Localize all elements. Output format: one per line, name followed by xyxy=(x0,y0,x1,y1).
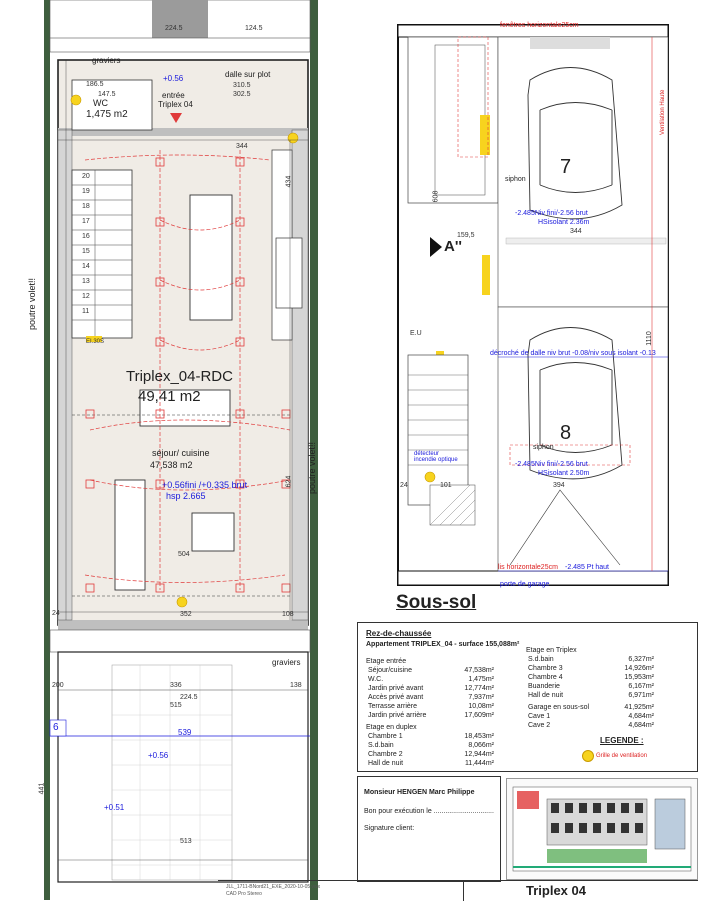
dim-24: 24 xyxy=(52,610,60,617)
parking-7: 7 xyxy=(560,156,572,178)
file-ref: JLL_1711-BNord21_EXE_2020-10-05.vwx xyxy=(226,884,321,890)
entry-level: +0.56 xyxy=(163,74,184,83)
parking-8: 8 xyxy=(560,422,572,444)
garage-door-label: porte de garage xyxy=(500,581,550,588)
terrace-dim-441: 441 xyxy=(38,782,46,795)
table-row xyxy=(366,750,496,759)
table-row xyxy=(366,732,496,741)
detector-label: détecteur incendie optique xyxy=(414,451,458,463)
cell: 12,774m² xyxy=(464,685,494,692)
terrace-level-2: +0.51 xyxy=(104,803,125,812)
wc-area: 1,475 m2 xyxy=(86,109,128,120)
section-label: A'' xyxy=(444,238,462,255)
table-row xyxy=(526,721,656,730)
basement-plan xyxy=(390,15,680,595)
gravel-top-label: graviers xyxy=(92,56,121,65)
terrace-dim-336: 336 xyxy=(170,682,182,689)
table-row xyxy=(526,691,656,700)
gravel-bottom-label: graviers xyxy=(272,658,301,667)
table-row xyxy=(526,655,656,664)
area-summary-box xyxy=(357,622,698,772)
living-area: 47,538 m2 xyxy=(150,460,193,470)
cell: 41,925m² xyxy=(624,704,654,711)
dim-108: 108 xyxy=(282,611,294,618)
cell: 47,538m² xyxy=(464,667,494,674)
basement-dim-101: 101 xyxy=(440,482,452,489)
basement-dim-608: 608 xyxy=(432,190,440,203)
terrace-dim-200: 200 xyxy=(52,682,64,689)
living-label: séjour/ cuisine xyxy=(152,448,210,458)
entry-head: Etage entrée xyxy=(366,658,407,665)
table-row xyxy=(366,702,496,711)
table-row xyxy=(526,673,656,682)
cell: Chambre 4 xyxy=(528,674,563,681)
terrace-dim-539: 539 xyxy=(178,728,192,737)
dim-624: 624 xyxy=(285,475,293,488)
wc-label: WC xyxy=(93,98,108,108)
level-bottom: -2.485Niv fini/-2.56 brut xyxy=(515,461,588,468)
cell: Hall de nuit xyxy=(528,692,564,699)
stair-18: 18 xyxy=(82,203,90,210)
table-row xyxy=(366,711,496,720)
stair-20: 20 xyxy=(82,173,90,180)
dim-147: 147.5 xyxy=(98,91,116,98)
table-row xyxy=(526,664,656,673)
duplex-head: Etage en duplex xyxy=(366,724,417,731)
table-row xyxy=(366,741,496,750)
cell: S.d.bain xyxy=(368,742,394,749)
cell: 1,475m² xyxy=(468,676,494,683)
terrace-level-1: +0.56 xyxy=(148,751,169,760)
top-dim-1: 224.5 xyxy=(165,25,183,32)
cell: 4,684m² xyxy=(628,722,654,729)
cell: 6,971m² xyxy=(628,692,654,699)
triplex-table xyxy=(526,655,656,700)
siphon-1: siphon xyxy=(505,176,526,183)
cell: Chambre 1 xyxy=(368,733,403,740)
cell: Buanderie xyxy=(528,683,560,690)
terrace-dim-138: 138 xyxy=(290,682,302,689)
level-label: +0.56fini /+0.335 brut xyxy=(162,480,248,490)
kitchen-island xyxy=(190,195,232,320)
signature-box xyxy=(357,776,501,882)
ground-floor-plan xyxy=(0,0,350,900)
footer-bar xyxy=(218,880,698,901)
basement-lid-top: fenêtres horizontale25cm xyxy=(500,22,579,29)
cell: 7,937m² xyxy=(468,694,494,701)
approval-line: Bon pour exécution le ............................... xyxy=(364,808,494,815)
insulation-bottom: HSisolant 2.50m xyxy=(538,470,590,477)
dim-302: 302.5 xyxy=(233,91,251,98)
cell: 10,08m² xyxy=(468,703,494,710)
legend-title: LEGENDE : xyxy=(600,736,644,745)
stair-11: 11 xyxy=(82,308,90,315)
file-sub: CAD Pro Stereo xyxy=(226,891,262,897)
cell: 4,684m² xyxy=(628,713,654,720)
vent-high: Ventilation Haute xyxy=(660,89,666,135)
cell: Hall de nuit xyxy=(368,760,404,767)
slab-label: dalle sur plot xyxy=(225,70,271,79)
cell: Jardin privé arrière xyxy=(368,712,427,719)
basement-dim-159: 159,5 xyxy=(457,232,475,239)
shutter-right: poutre volet!! xyxy=(307,441,317,494)
basement-title: Sous-sol xyxy=(396,592,477,613)
site-plan-image xyxy=(507,779,697,879)
client-name: Monsieur HENGEN Marc Philippe xyxy=(364,789,475,796)
sofa xyxy=(115,480,145,590)
project-title: Triplex 04 xyxy=(526,883,586,898)
cell: 6,167m² xyxy=(628,683,654,690)
cell: 6,327m² xyxy=(628,656,654,663)
stair-12: 12 xyxy=(82,293,90,300)
siphon-2: siphon xyxy=(533,444,554,451)
grid-marker: 6 xyxy=(53,722,59,733)
cell: 11,444m² xyxy=(464,760,494,767)
wc-room xyxy=(72,80,152,130)
table-row xyxy=(526,712,656,721)
vent-column xyxy=(482,255,490,295)
duplex-table xyxy=(366,732,496,768)
vent-marker xyxy=(177,597,187,607)
vent-column xyxy=(480,115,490,155)
hsp-label: hsp 2.665 xyxy=(166,491,206,501)
table-row xyxy=(366,675,496,684)
vent-marker xyxy=(288,133,298,143)
stair-16: 16 xyxy=(82,233,90,240)
stair-19: 19 xyxy=(82,188,90,195)
basement-table xyxy=(526,703,656,730)
cell: S.d.bain xyxy=(528,656,554,663)
basement-dim-344: 344 xyxy=(570,228,582,235)
basement-dim-394: 394 xyxy=(553,482,565,489)
terrace-dim-513: 513 xyxy=(180,838,192,845)
cell: Jardin privé avant xyxy=(368,685,424,692)
table-row xyxy=(526,703,656,712)
cell: 8,066m² xyxy=(468,742,494,749)
cell: Cave 2 xyxy=(528,722,551,729)
dim-434: 434 xyxy=(285,175,293,188)
entry-label: entrée xyxy=(162,91,185,100)
cell: Garage en sous-sol xyxy=(528,704,590,711)
dim-310: 310.5 xyxy=(233,82,251,89)
summary-heading: Rez-de-chaussée xyxy=(366,629,432,638)
table-row xyxy=(366,684,496,693)
stair-block xyxy=(72,170,132,338)
table-row xyxy=(526,682,656,691)
vent-marker xyxy=(71,95,81,105)
vent-label: EI.30S xyxy=(86,339,105,345)
detector-icon xyxy=(425,472,435,482)
triplex-head: Etage en Triplex xyxy=(526,647,577,654)
cell: Chambre 3 xyxy=(528,665,563,672)
insulation-top: HSisolant 2.36m xyxy=(538,219,590,226)
cell: 18,453m² xyxy=(464,733,494,740)
cell: 17,609m² xyxy=(464,712,494,719)
stair-14: 14 xyxy=(82,263,90,270)
table-row xyxy=(366,666,496,675)
shutter-left: poutre volet!! xyxy=(27,277,37,330)
cell: 14,926m² xyxy=(624,665,654,672)
cell: Terrasse arrière xyxy=(368,703,418,710)
cell: Chambre 2 xyxy=(368,751,403,758)
terrace-dim-515: 515 xyxy=(170,702,182,709)
entry-table xyxy=(366,666,496,720)
room-label: Triplex_04-RDC xyxy=(126,368,233,385)
terrace-area xyxy=(58,652,308,882)
summary-apartment: Appartement TRIPLEX_04 - surface 155,088m² xyxy=(366,641,520,648)
dim-344: 344 xyxy=(236,143,248,150)
stair-13: 13 xyxy=(82,278,90,285)
cell: Cave 1 xyxy=(528,713,551,720)
basement-dim-1110: 1110 xyxy=(645,331,653,346)
basement-eu: E.U xyxy=(410,330,422,337)
entry-sub: Triplex 04 xyxy=(158,100,193,109)
stair-15: 15 xyxy=(82,248,90,255)
setback-note: décroché de dalle niv brut -0.08/niv sous isolant -0.13 xyxy=(490,350,656,357)
cell: 12,944m² xyxy=(464,751,494,758)
basement-drawing xyxy=(390,15,680,595)
basement-dim-24: 24 xyxy=(400,482,408,489)
table-row xyxy=(366,693,496,702)
top-dim-2: 124.5 xyxy=(245,25,263,32)
terrace-dim-224: 224.5 xyxy=(180,694,198,701)
dim-352: 352 xyxy=(180,611,192,618)
coffee-table xyxy=(192,513,234,551)
left-green-strip xyxy=(44,0,50,900)
cell: 15,953m² xyxy=(624,674,654,681)
stair-17: 17 xyxy=(82,218,90,225)
level-top: -2.485Niv fini/-2.56 brut xyxy=(515,210,588,217)
signature-label: Signature client: xyxy=(364,825,415,832)
cell: W.C. xyxy=(368,676,384,683)
basement-lid-bottom: lis horizontale25cm xyxy=(498,564,558,571)
area-label: 49,41 m2 xyxy=(138,388,201,405)
dim-504: 504 xyxy=(178,551,190,558)
location-thumbnail xyxy=(506,778,698,880)
cell: Accès privé avant xyxy=(368,694,424,701)
legend-item: Grille de ventilation xyxy=(596,753,648,759)
dim-186: 186.5 xyxy=(86,81,104,88)
pt-haut: -2.485 Pt haut xyxy=(565,564,609,571)
vent-legend-icon xyxy=(582,750,594,762)
table-row xyxy=(366,759,496,768)
cell: Séjour/cuisine xyxy=(368,667,412,674)
title-cell xyxy=(463,881,699,901)
